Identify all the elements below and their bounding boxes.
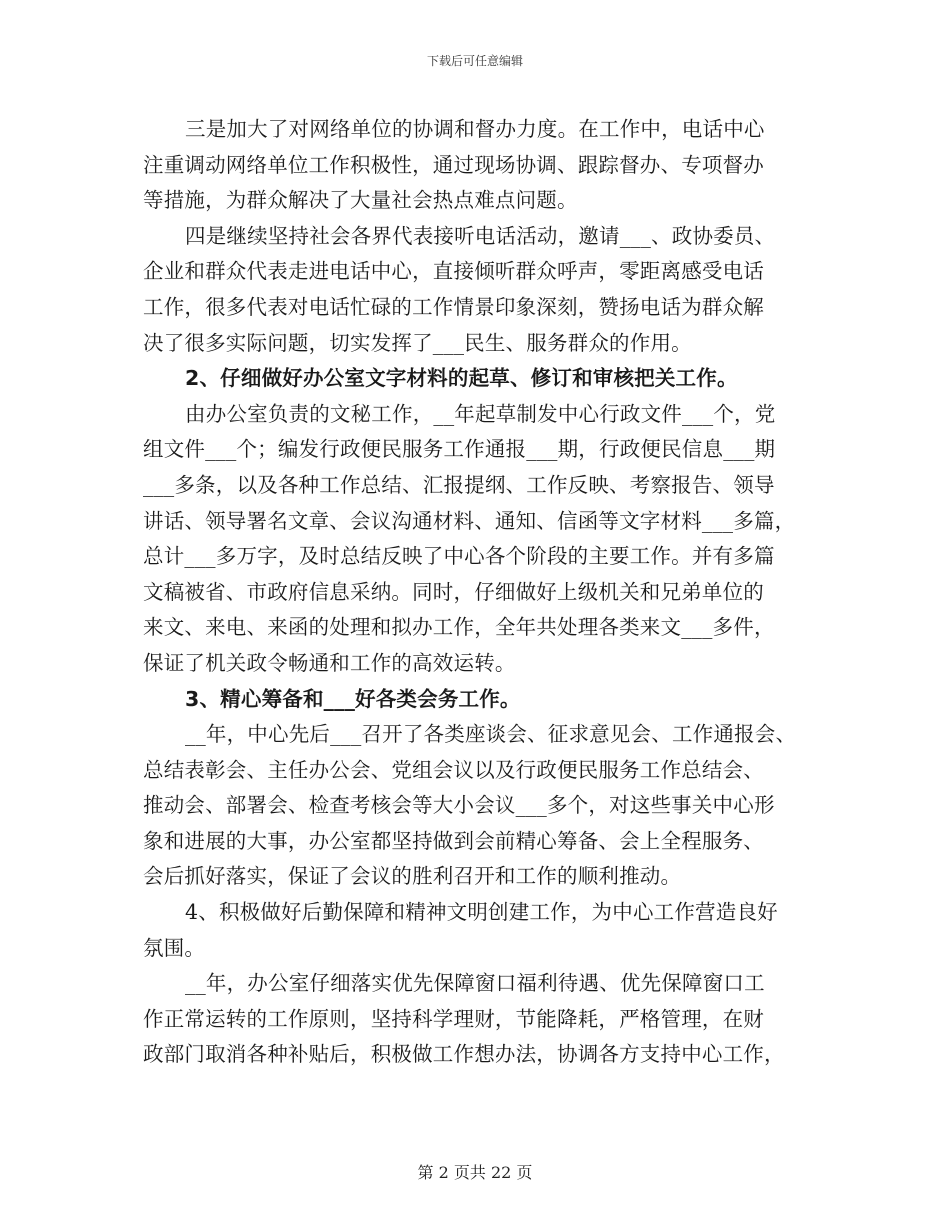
text-line: 象和进展的大事，办公室都坚持做到会前精心筹备、会上全程服务、 <box>143 828 764 853</box>
paragraph <box>143 397 823 682</box>
text-line: 注重调动网络单位工作积极性，通过现场协调、跟踪督办、专项督办 <box>143 152 764 177</box>
paragraph <box>143 112 823 219</box>
page-footer: 第 2 页共 22 页 <box>417 1163 533 1182</box>
paragraph <box>143 895 823 966</box>
text-line: 总计___多万字，及时总结反映了中心各个阶段的主要工作。并有多篇 <box>143 544 775 569</box>
text-line: 由办公室负责的文秘工作，__年起草制发中心行政文件___个，党 <box>185 401 776 426</box>
paragraph <box>143 219 823 361</box>
text-line: 三是加大了对网络单位的协调和督办力度。在工作中，电话中心 <box>185 117 765 141</box>
page-header: 下载后可任意编辑 <box>426 54 523 68</box>
text-line: 决了很多实际问题，切实发挥了___民生、服务群众的作用。 <box>143 330 692 355</box>
text-line: 氛围。 <box>143 935 206 960</box>
text-line: 推动会、部署会、检查考核会等大小会议___多个，对这些事关中心形 <box>143 793 775 818</box>
text-line: 来文、来电、来函的处理和拟办工作，全年共处理各类来文___多件， <box>143 615 775 640</box>
text-line: 作正常运转的工作原则，坚持科学理财，节能降耗，严格管理，在财 <box>143 1006 764 1031</box>
section-heading <box>143 682 823 718</box>
paragraph <box>143 966 823 1073</box>
text-line: ___多条，以及各种工作总结、汇报提纲、工作反映、考察报告、领导 <box>143 472 775 497</box>
text-line: 等措施，为群众解决了大量社会热点难点问题。 <box>143 188 578 213</box>
document-body <box>143 112 823 1073</box>
text-line: 讲话、领导署名文章、会议沟通材料、通知、信函等文字材料___多篇， <box>143 508 796 533</box>
text-line: 企业和群众代表走进电话中心，直接倾听群众呼声，零距离感受电话 <box>143 259 764 284</box>
text-line: __年，办公室仔细落实优先保障窗口福利待遇、优先保障窗口工 <box>185 971 765 996</box>
text-line: 文稿被省、市政府信息采纳。同时，仔细做好上级机关和兄弟单位的 <box>143 579 764 604</box>
text-line: 总结表彰会、主任办公会、党组会议以及行政便民服务工作总结会、 <box>143 757 764 782</box>
text-line: 政部门取消各种补贴后，积极做工作想办法，协调各方支持中心工作， <box>143 1042 785 1067</box>
text-line: 组文件___个；编发行政便民服务工作通报___期，行政便民信息___期 <box>143 437 776 462</box>
text-line: 工作，很多代表对电话忙碌的工作情景印象深刻，赞扬电话为群众解 <box>143 294 764 319</box>
text-line: 保证了机关政令畅通和工作的高效运转。 <box>143 650 516 675</box>
text-line: 四是继续坚持社会各界代表接听电话活动，邀请___、政协委员、 <box>185 223 776 248</box>
paragraph <box>143 717 823 895</box>
text-line: 2、仔细做好办公室文字材料的起草、修订和审核把关工作。 <box>185 366 738 391</box>
section-heading <box>143 361 823 397</box>
text-line: 4、积极做好后勤保障和精神文明创建工作，为中心工作营造良好 <box>185 900 778 925</box>
text-line: 会后抓好落实，保证了会议的胜利召开和工作的顺利推动。 <box>143 864 682 889</box>
text-line: __年，中心先后___召开了各类座谈会、征求意见会、工作通报会、 <box>185 722 797 747</box>
text-line: 3、精心筹备和___好各类会务工作。 <box>185 686 521 711</box>
